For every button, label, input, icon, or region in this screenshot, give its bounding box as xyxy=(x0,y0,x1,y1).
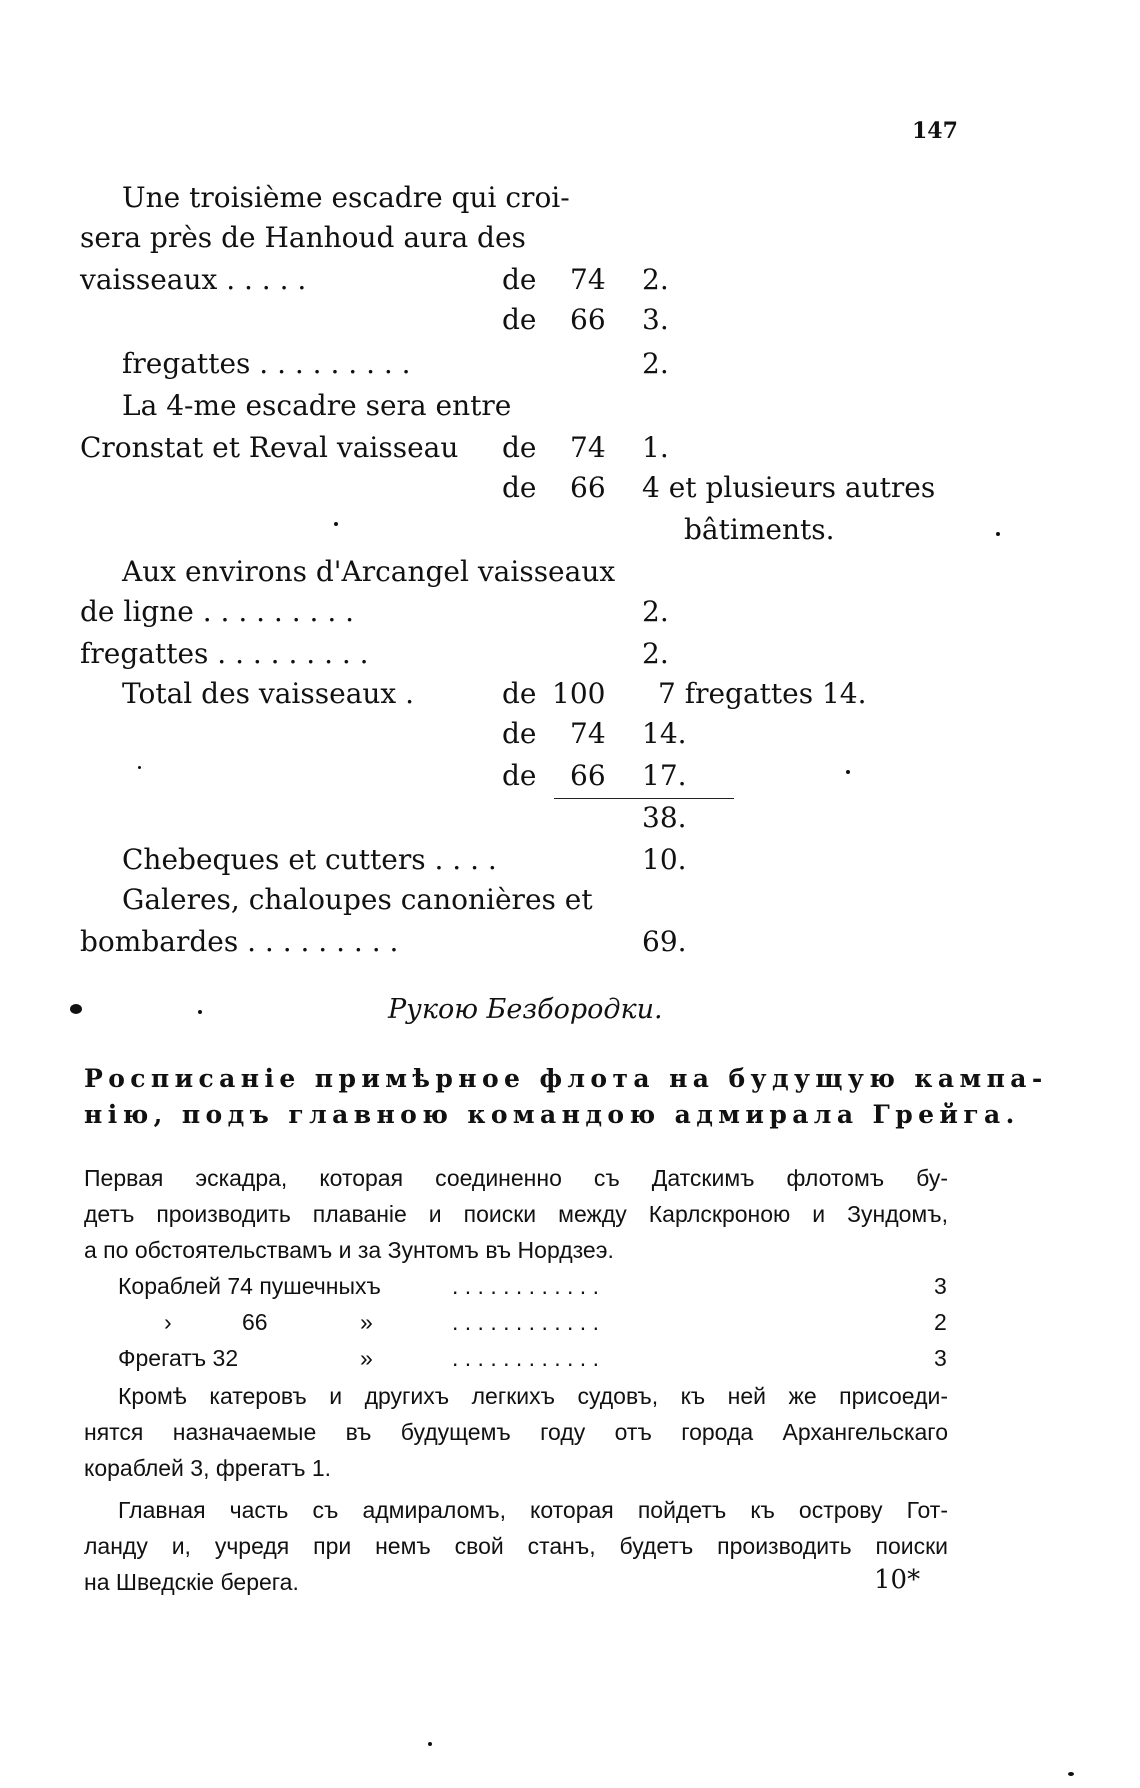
russian-paragraph-line: Кромѣ катеровъ и другихъ легкихъ судовъ, къ ней же присоеди- xyxy=(118,1383,948,1409)
french-de: de xyxy=(502,717,537,750)
french-label: Chebeques et cutters . . . . xyxy=(122,843,497,876)
fleet-row-label: Кораблей 74 пушечныхъ xyxy=(118,1273,381,1299)
french-line: Galeres, chaloupes canonières et xyxy=(122,883,593,916)
french-count: 2. xyxy=(642,347,669,380)
handwriting-attribution: Рукою Безбородки. xyxy=(388,994,663,1025)
french-line: La 4-me escadre sera entre xyxy=(122,389,512,422)
russian-paragraph-line: Главная часть съ адмираломъ, которая пойдетъ къ острову Гот- xyxy=(118,1497,948,1523)
french-count: 14. xyxy=(642,717,687,750)
ditto-mark: › xyxy=(164,1309,172,1335)
fleet-row-label: Фрегатъ 32 xyxy=(118,1345,239,1371)
scan-speck xyxy=(334,522,338,526)
russian-paragraph-line: детъ производить плаваніе и поиски между Карлскроною и Зундомъ, xyxy=(84,1201,948,1227)
scan-speck xyxy=(198,1010,202,1014)
fleet-row-dots: . . . . . . . . . . . . xyxy=(452,1345,599,1371)
french-count: 3. xyxy=(642,303,669,336)
french-count: 1. xyxy=(642,431,669,464)
french-label: fregattes . . . . . . . . . xyxy=(122,347,411,380)
fleet-row-value: 2 xyxy=(934,1309,947,1335)
french-count: 2. xyxy=(642,637,669,670)
french-line: Aux environs d'Arcangel vaisseaux xyxy=(122,555,616,588)
russian-paragraph-line: Первая эскадра, которая соединенно съ Датскимъ флотомъ бу- xyxy=(84,1165,948,1191)
french-label: bombardes . . . . . . . . . xyxy=(80,925,399,958)
french-label: Total des vaisseaux . xyxy=(122,677,415,710)
french-caliber: 74 xyxy=(570,431,606,464)
scan-speck xyxy=(428,1742,432,1746)
french-label: de ligne . . . . . . . . . xyxy=(80,595,355,628)
french-count: 2. xyxy=(642,595,669,628)
french-caliber: 74 xyxy=(570,717,606,750)
french-count: 7 fregattes 14. xyxy=(658,677,867,710)
scan-speck xyxy=(70,1004,82,1014)
french-de: de xyxy=(502,471,537,504)
ditto-mark: » xyxy=(360,1345,373,1371)
scan-speck xyxy=(846,770,850,774)
french-count: 10. xyxy=(642,843,687,876)
french-count: 17. xyxy=(642,759,687,792)
french-count: 2. xyxy=(642,263,669,296)
scan-speck xyxy=(996,532,1000,536)
french-line: sera près de Hanhoud aura des xyxy=(80,221,526,254)
russian-paragraph-line: а по обстоятельствамъ и за Зунтомъ въ Нордзеэ. xyxy=(84,1237,614,1263)
ditto-mark: » xyxy=(360,1309,373,1335)
russian-title-line: нію, подъ главною командою адмирала Грейга. xyxy=(84,1100,1020,1129)
french-count: 69. xyxy=(642,925,687,958)
french-label: Cronstat et Reval vaisseau xyxy=(80,431,459,464)
french-de: de xyxy=(502,303,537,336)
russian-paragraph-line: ланду и, учредя при немъ свой станъ, будетъ производить поиски xyxy=(84,1533,948,1559)
french-total: 38. xyxy=(642,801,687,834)
french-count: 4 et plusieurs autres xyxy=(642,471,936,504)
french-caliber: 100 xyxy=(552,677,606,710)
scan-speck xyxy=(1068,1772,1074,1776)
scan-speck xyxy=(138,766,141,769)
russian-paragraph-line: нятся назначаемые въ будущемъ году отъ города Архангельскаго xyxy=(84,1419,948,1445)
russian-paragraph-line: кораблей 3, фрегатъ 1. xyxy=(84,1455,332,1481)
french-caliber: 66 xyxy=(570,759,606,792)
french-caliber: 74 xyxy=(570,263,606,296)
french-de: de xyxy=(502,677,537,710)
signature-mark: 10* xyxy=(874,1565,921,1595)
french-de: de xyxy=(502,759,537,792)
french-count: bâtiments. xyxy=(684,513,835,546)
russian-paragraph-line: на Шведскіе берега. xyxy=(84,1569,299,1595)
french-de: de xyxy=(502,263,537,296)
french-caliber: 66 xyxy=(570,471,606,504)
russian-title-line: Росписаніе примѣрное флота на будущую кампа- xyxy=(84,1064,1048,1093)
french-label: vaisseaux . . . . . xyxy=(80,263,307,296)
fleet-row-value: 3 xyxy=(934,1345,947,1371)
fleet-row-label: 66 xyxy=(242,1309,268,1335)
fleet-row-value: 3 xyxy=(934,1273,947,1299)
french-label: fregattes . . . . . . . . . xyxy=(80,637,369,670)
fleet-row-dots: . . . . . . . . . . . . xyxy=(452,1309,599,1335)
fleet-row-dots: . . . . . . . . . . . . xyxy=(452,1273,599,1299)
french-line: Une troisième escadre qui croi- xyxy=(122,181,570,214)
french-de: de xyxy=(502,431,537,464)
page-number: 147 xyxy=(912,118,958,144)
french-caliber: 66 xyxy=(570,303,606,336)
